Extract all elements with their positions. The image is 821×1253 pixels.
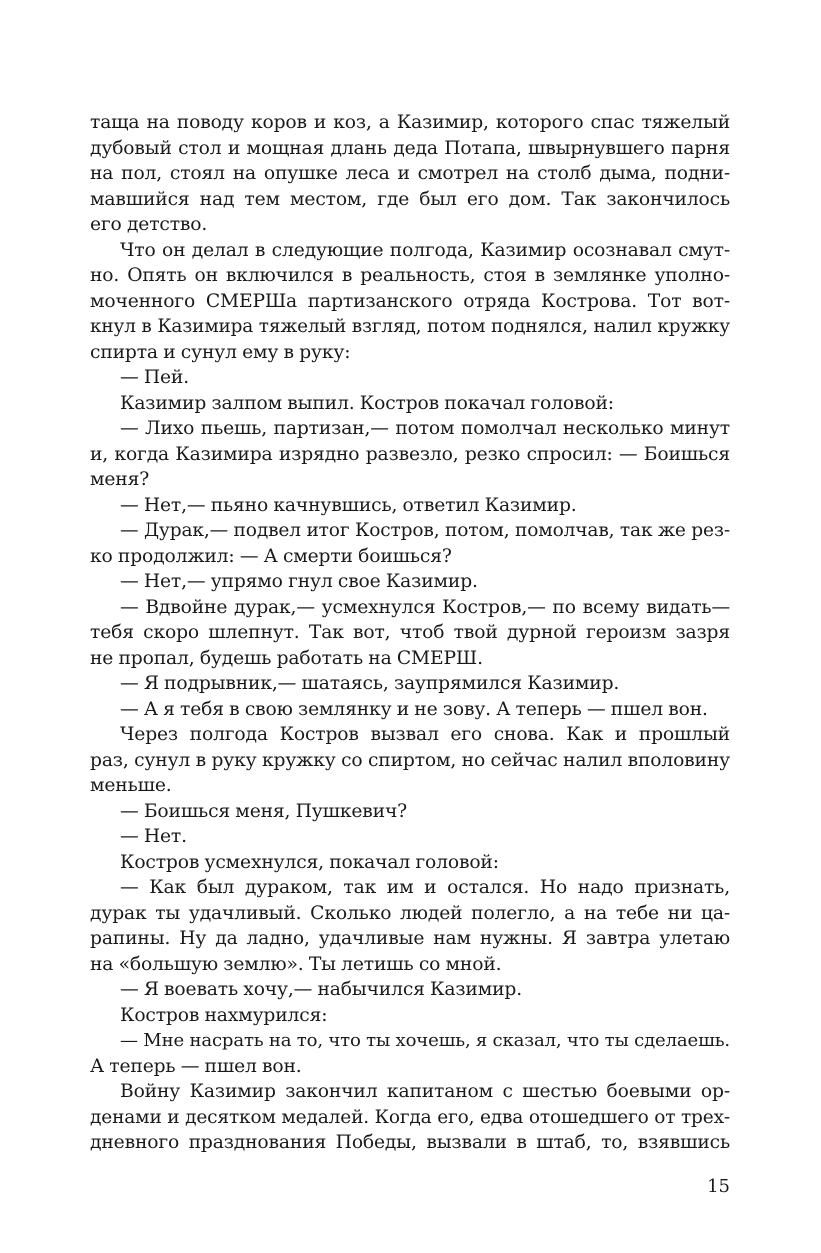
text-line: — Дурак,— подвел итог Костров, потом, помолчав, так же рез- bbox=[120, 520, 730, 541]
text-line: — Нет. bbox=[120, 826, 187, 847]
text-line: но. Опять он включился в реальность, стоя в землянке уполно- bbox=[90, 265, 730, 286]
text-line: спирта и сунул ему в руку: bbox=[90, 341, 351, 363]
text-line: на «большую землю». Ты летишь со мной. bbox=[90, 953, 502, 975]
text-line: таща на поводу коров и коз, а Казимир, которого спас тяжелый bbox=[90, 112, 730, 133]
text-line: ко продолжил: — А смерти боишься? bbox=[90, 545, 452, 567]
text-line: Войну Казимир закончил капитаном с шестью боевыми ор- bbox=[120, 1081, 730, 1102]
text-line: Что он делал в следующие полгода, Казимир осознавал смут- bbox=[120, 239, 730, 261]
text-line: моченного СМЕРШа партизанского отряда Кострова. Тот вот- bbox=[90, 290, 730, 312]
text-line: на пол, стоял на опушке леса и смотрел на столб дыма, подни- bbox=[90, 163, 730, 184]
text-line: — Пей. bbox=[120, 367, 189, 388]
text-line: Костров нахмурился: bbox=[120, 1004, 328, 1026]
text-line: Через полгода Костров вызвал его снова. Как и прошлый bbox=[120, 724, 730, 745]
text-line: дубовый стол и мощная длань деда Потапа, швырнувшего парня bbox=[90, 137, 730, 159]
text-line: — Как был дураком, так им и остался. Но надо признать, bbox=[120, 877, 730, 898]
text-line: — Лихо пьешь, партизан,— потом помолчал несколько минут bbox=[120, 418, 730, 439]
text-line: — Нет,— упрямо гнул свое Казимир. bbox=[120, 571, 478, 592]
text-line: рапины. Ну да ладно, удачливые нам нужны. Я завтра улетаю bbox=[90, 928, 730, 949]
text-line: дурак ты удачливый. Сколько людей полегло, а на тебе ни ца- bbox=[90, 902, 730, 924]
text-line: Костров усмехнулся, покачал головой: bbox=[120, 851, 499, 873]
text-line: меньше. bbox=[90, 775, 172, 796]
text-line: — Нет,— пьяно качнувшись, ответил Казимир. bbox=[120, 494, 577, 516]
text-line: Казимир залпом выпил. Костров покачал головой: bbox=[120, 392, 614, 414]
text-line: мавшийся над тем местом, где был его дом. Так закончилось bbox=[90, 188, 730, 210]
text-line: — А я тебя в свою землянку и не зову. А теперь — пшел вон. bbox=[120, 698, 708, 720]
text-line: раз, сунул в руку кружку со спиртом, но сейчас налил вполовину bbox=[90, 749, 730, 771]
text-line: А теперь — пшел вон. bbox=[90, 1055, 302, 1077]
text-line: — Мне насрать на то, что ты хочешь, я сказал, что ты сделаешь. bbox=[120, 1030, 730, 1051]
text-line: — Я подрывник,— шатаясь, заупрямился Казимир. bbox=[120, 673, 620, 694]
text-line: — Я воевать хочу,— набычился Казимир. bbox=[120, 979, 523, 1000]
text-line: и, когда Казимира изрядно развезло, резко спросил: — Боишься bbox=[90, 443, 730, 465]
text-line: — Вдвойне дурак,— усмехнулся Костров,— по всему видать— bbox=[120, 596, 730, 618]
text-line: меня? bbox=[90, 469, 150, 490]
text-line: денами и десятком медалей. Когда его, едва отошедшего от трех- bbox=[90, 1106, 730, 1128]
text-line: не пропал, будешь работать на СМЕРШ. bbox=[90, 647, 483, 669]
text-line: его детство. bbox=[90, 214, 208, 235]
body-text bbox=[90, 110, 730, 1156]
text-line: дневного празднования Победы, вызвали в штаб, то, взявшись bbox=[90, 1132, 730, 1153]
text-line: — Боишься меня, Пушкевич? bbox=[120, 800, 408, 822]
text-line: тебя скоро шлепнут. Так вот, чтоб твой дурной героизм зазря bbox=[90, 622, 730, 643]
page-number: 15 bbox=[707, 1176, 730, 1197]
text-line: кнул в Казимира тяжелый взгляд, потом поднялся, налил кружку bbox=[90, 316, 730, 337]
